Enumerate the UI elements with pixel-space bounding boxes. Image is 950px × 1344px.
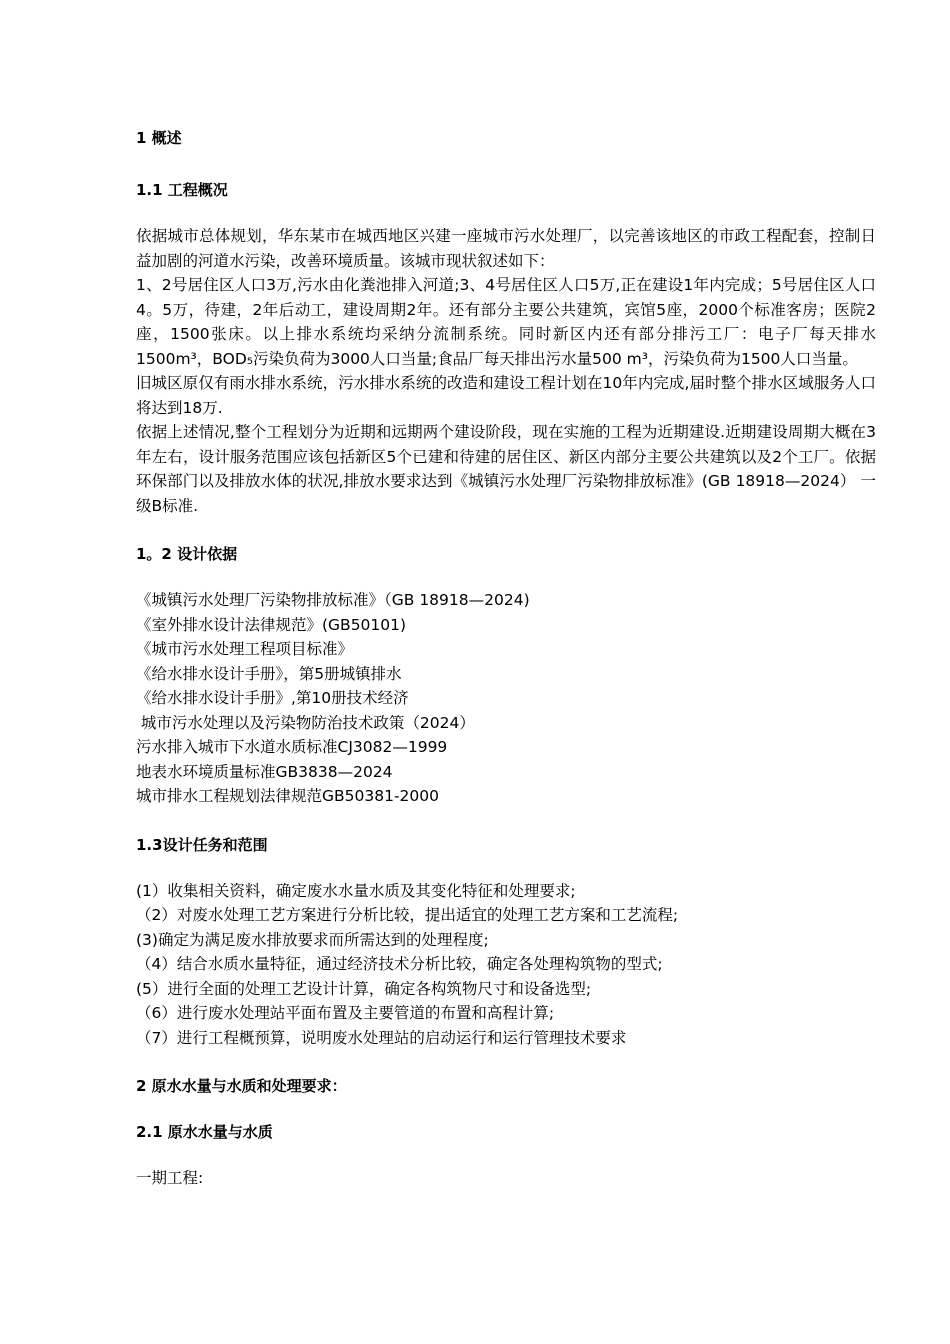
task-item: (1）收集相关资料，确定废水水量水质及其变化特征和处理要求; bbox=[136, 881, 576, 900]
basis-item: 污水排入城市下水道水质标准CJ3082—1999 bbox=[136, 738, 448, 756]
heading-1-3: 1.3设计任务和范围 bbox=[136, 835, 268, 854]
document-page bbox=[136, 126, 876, 1191]
basis-item: 《城市污水处理工程项目标准》 bbox=[136, 640, 354, 658]
task-item: (5）进行全面的处理工艺设计计算，确定各构筑物尺寸和设备选型; bbox=[136, 979, 592, 998]
task-item: （7）进行工程概预算，说明废水处理站的启动运行和运行管理技术要求 bbox=[136, 1028, 627, 1047]
basis-item: 《给水排水设计手册》,第10册技术经济 bbox=[136, 689, 409, 707]
basis-item: 城市污水处理以及污染物防治技术政策（2024） bbox=[136, 713, 475, 732]
basis-item: 《室外排水设计法律规范》(GB50101) bbox=[136, 615, 407, 634]
task-item: （2）对废水处理工艺方案进行分析比较，提出适宜的处理工艺方案和工艺流程; bbox=[136, 906, 679, 924]
basis-item: 地表水环境质量标准GB3838—2024 bbox=[136, 762, 393, 781]
task-item: (3)确定为满足废水排放要求而所需达到的处理程度; bbox=[136, 930, 489, 949]
intro-paragraph-3: 旧城区原仅有雨水排水系统，污水排水系统的改造和建设工程计划在10年内完成,届时整个排水区域服务人口将达到18万. bbox=[136, 374, 876, 417]
basis-item: 《城镇污水处理厂污染物排放标准》（GB 18918—2024) bbox=[136, 591, 530, 609]
heading-2: 2 原水水量与水质和处理要求： bbox=[136, 1077, 347, 1095]
heading-1: 1 概述 bbox=[136, 129, 182, 147]
basis-item: 《给水排水设计手册》，第5册城镇排水 bbox=[136, 664, 402, 683]
heading-1-1: 1.1 工程概况 bbox=[136, 181, 228, 199]
task-item: （4）结合水质水量特征，通过经济技术分析比较，确定各处理构筑物的型式; bbox=[136, 955, 663, 973]
heading-2-1: 2.1 原水水量与水质 bbox=[136, 1123, 273, 1141]
phase-one-label: 一期工程: bbox=[136, 1169, 204, 1187]
heading-1-2: 1。2 设计依据 bbox=[136, 545, 238, 563]
intro-paragraph-4: 依据上述情况,整个工程划分为近期和远期两个建设阶段，现在实施的工程为近期建设.近期建设周期大概在3年左右，设计服务范围应该包括新区5个已建和待建的居住区、新区内部分主要公共建筑以及2个工厂。依据环保部门以及排放水体的状况,排放水要求达到《城镇污水处理厂污染物排放标准》(GB 18918—2024） 一级B标准. bbox=[136, 423, 876, 515]
intro-paragraph-1: 依据城市总体规划，华东某市在城西地区兴建一座城市污水处理厂，以完善该地区的市政工程配套，控制日益加剧的河道水污染，改善环境质量。该城市现状叙述如下： bbox=[136, 227, 876, 270]
intro-paragraph-2: 1、2号居住区人口3万,污水由化粪池排入河道;3、4号居住区人口5万,正在建设1年内完成；5号居住区人口4。5万，待建，2年后动工，建设周期2年。还有部分主要公共建筑，宾馆5座，2000个标准客房；医院2座，1500张床。以上排水系统均采纳分流制系统。同时新区内还有部分排污工厂：电子厂每天排水1500m³，BOD₅污染负荷为3000人口当量;食品厂每天排出污水量500 m³，污染负荷为1500人口当量。 bbox=[136, 276, 876, 368]
task-item: （6）进行废水处理站平面布置及主要管道的布置和高程计算; bbox=[136, 1004, 555, 1022]
basis-item: 城市排水工程规划法律规范GB50381-2000 bbox=[136, 787, 439, 805]
